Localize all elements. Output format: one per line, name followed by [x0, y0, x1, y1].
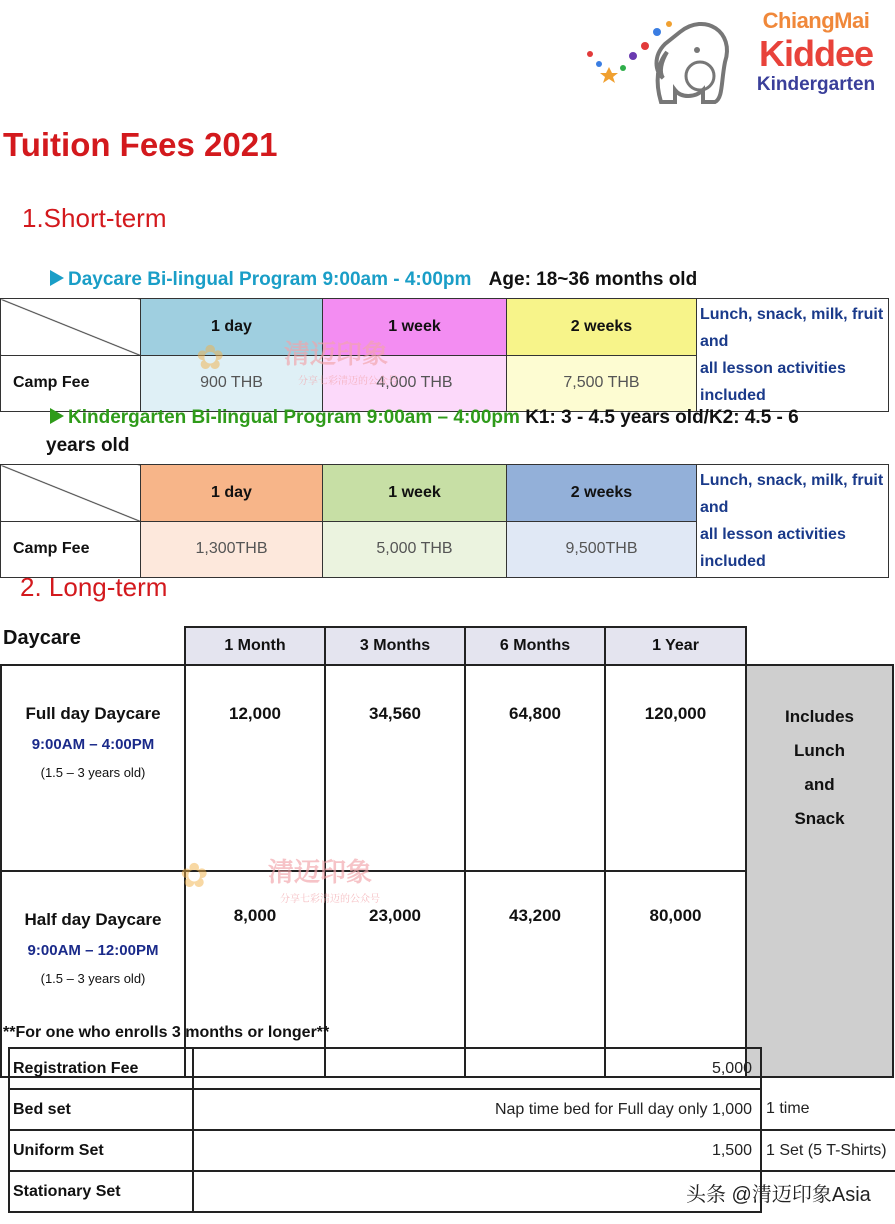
program-time: 9:00AM – 4:00PM: [31, 736, 155, 753]
column-header: 3 Months: [325, 627, 465, 665]
fee-cell: 23,000: [325, 871, 465, 1077]
diagonal-header-cell: [1, 299, 141, 356]
kindergarten-short-term-table: [0, 464, 889, 578]
flower-icon: ✿: [196, 339, 225, 377]
fee-cell: 1,300THB: [141, 521, 323, 578]
kindergarten-program-name: Kindergarten Bi-lingual Program: [68, 407, 362, 428]
fee-cell: 12,000: [185, 665, 325, 871]
column-header: 1 day: [141, 299, 323, 356]
daycare-program-age: Age: 18~36 months old: [488, 269, 698, 290]
fee-name: Stationary Set: [9, 1171, 193, 1212]
fee-value: 1,500: [193, 1130, 761, 1171]
kindergarten-program-age-cont: years old: [46, 435, 130, 456]
included-note: [697, 299, 889, 412]
enrollment-footnote: **For one who enrolls 3 months or longer**: [3, 1024, 330, 1041]
triangle-bullet-icon: [50, 408, 64, 424]
camp-fee-label: Camp Fee: [1, 521, 141, 578]
watermark-subtext: 分享七彩清迈的公众号: [298, 376, 398, 387]
logo-line-kiddee: Kiddee: [758, 33, 874, 74]
includes-line: Snack: [794, 809, 845, 828]
daycare-program-hours: 9:00am - 4:00pm: [322, 269, 472, 290]
fee-cell: 4,000 THB: [323, 355, 507, 412]
fee-cell: 7,500 THB: [507, 355, 697, 412]
daycare-program-name: Daycare Bi-lingual Program: [68, 269, 318, 290]
included-note-line-1: Lunch, snack, milk, fruit and: [700, 472, 884, 516]
fee-value: Nap time bed for Full day only 1,000: [193, 1089, 761, 1130]
program-age: (1.5 – 3 years old): [40, 765, 146, 780]
school-logo: [585, 8, 890, 108]
long-term-heading: 2. Long-term: [20, 572, 168, 602]
short-term-heading: 1.Short-term: [22, 203, 167, 233]
includes-note: [746, 665, 893, 1077]
included-note: [697, 465, 889, 578]
diagonal-header-cell: [1, 465, 141, 522]
program-age: (1.5 – 3 years old): [40, 971, 146, 986]
column-header: 1 Year: [605, 627, 746, 665]
fee-name: Registration Fee: [9, 1048, 193, 1089]
kindergarten-program-hours: 9:00am – 4:00pm: [366, 407, 520, 428]
fee-extra: 1 time: [761, 1089, 895, 1130]
column-header: 6 Months: [465, 627, 605, 665]
page-title: Tuition Fees 2021: [3, 126, 278, 163]
program-name: Half day Daycare: [24, 910, 162, 929]
fee-name: Bed set: [9, 1089, 193, 1130]
column-header: 1 Month: [185, 627, 325, 665]
fee-cell: 43,200: [465, 871, 605, 1077]
elephant-logo-icon: [585, 12, 735, 108]
daycare-table-label: Daycare: [1, 627, 185, 665]
program-time: 9:00AM – 12:00PM: [27, 942, 159, 959]
daycare-short-term-table: [0, 298, 889, 412]
includes-line: Lunch: [794, 741, 845, 760]
fee-cell: 5,000 THB: [323, 521, 507, 578]
camp-fee-label: Camp Fee: [1, 355, 141, 412]
empty-header-cell: [746, 627, 893, 665]
fee-extra: 1 Set (5 T-Shirts): [761, 1130, 895, 1171]
fee-value: 5,000: [193, 1048, 761, 1089]
column-header: 1 week: [323, 465, 507, 522]
program-name: Full day Daycare: [25, 704, 161, 723]
logo-line-kindergarten: Kindergarten: [756, 74, 876, 95]
fee-value: [193, 1171, 761, 1212]
watermark-text: 清迈印象: [284, 339, 389, 369]
kindergarten-program-line: [50, 402, 890, 434]
included-note-line-1: Lunch, snack, milk, fruit and: [700, 306, 884, 350]
includes-line: Includes: [785, 707, 854, 726]
watermark-subtext: 分享七彩清迈的公众号: [280, 894, 380, 905]
included-note-line-2: all lesson activities included: [700, 526, 846, 570]
included-note-line-2: all lesson activities included: [700, 360, 846, 404]
daycare-program-line: [50, 268, 697, 292]
column-header: 1 day: [141, 465, 323, 522]
includes-line: and: [804, 775, 835, 794]
long-term-table: [0, 626, 894, 1078]
column-header: 2 weeks: [507, 299, 697, 356]
column-header: 1 week: [323, 299, 507, 356]
flower-icon: ✿: [180, 857, 209, 895]
fee-cell: 80,000: [605, 871, 746, 1077]
fee-extra: [761, 1048, 895, 1089]
fee-cell: 120,000: [605, 665, 746, 871]
row-label-full-day: [1, 665, 185, 871]
fee-cell: 9,500THB: [507, 521, 697, 578]
fee-cell: 8,000: [185, 871, 325, 1077]
fee-cell: 64,800: [465, 665, 605, 871]
logo-line-chiangmai: ChiangMai: [762, 8, 870, 33]
kindergarten-program-age: K1: 3 - 4.5 years old/K2: 4.5 - 6: [525, 407, 799, 428]
fee-name: Uniform Set: [9, 1130, 193, 1171]
fee-cell: 900 THB: [141, 355, 323, 412]
fee-cell: 34,560: [325, 665, 465, 871]
watermark-text: 清迈印象: [268, 857, 373, 887]
source-credit: 头条 @清迈印象Asia: [686, 1184, 871, 1206]
column-header: 2 weeks: [507, 465, 697, 522]
triangle-bullet-icon: [50, 270, 64, 286]
